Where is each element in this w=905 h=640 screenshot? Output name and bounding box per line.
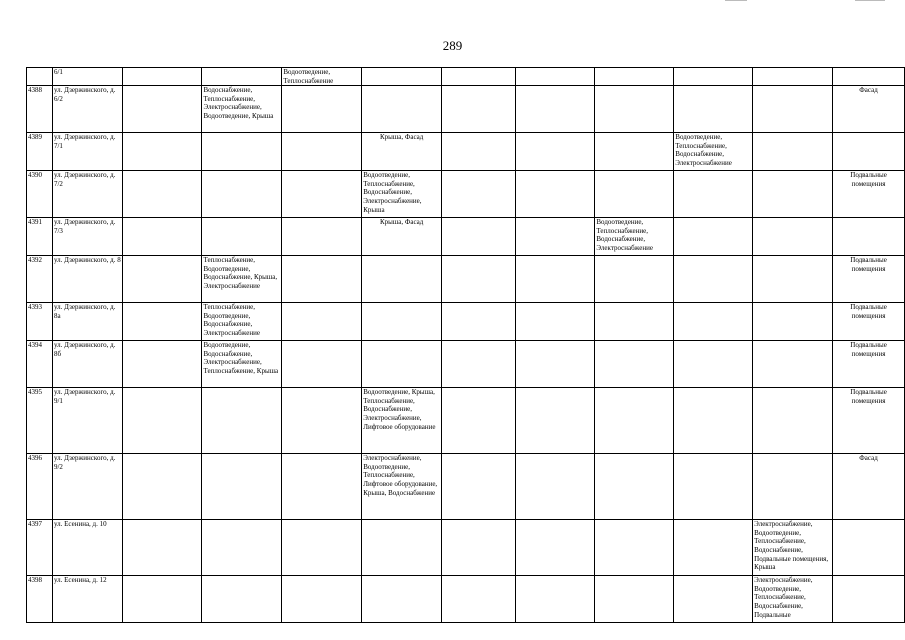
work-cell bbox=[202, 218, 282, 256]
work-cell bbox=[753, 133, 833, 171]
work-cell bbox=[282, 520, 362, 576]
work-cell bbox=[595, 133, 674, 171]
work-cell bbox=[202, 171, 282, 218]
address-cell: 6/1 bbox=[52, 68, 122, 86]
work-cell bbox=[753, 68, 833, 86]
work-cell: Водоотведение, Водоснабжение, Электроснабжение, Теплоснабжение, Крыша bbox=[202, 341, 282, 388]
work-cell bbox=[122, 520, 202, 576]
work-cell bbox=[674, 218, 753, 256]
work-cell bbox=[515, 454, 595, 520]
work-cell: Фасад bbox=[833, 86, 905, 133]
work-cell bbox=[515, 171, 595, 218]
work-cell bbox=[282, 303, 362, 341]
table-row bbox=[27, 303, 905, 341]
row-number-cell: 4397 bbox=[27, 520, 53, 576]
work-cell bbox=[674, 86, 753, 133]
work-cell: Крыша, Фасад bbox=[362, 218, 442, 256]
work-cell bbox=[442, 256, 516, 303]
work-cell bbox=[515, 86, 595, 133]
work-cell: Электроснабжение, Водоотведение, Теплоснабжение, Водоснабжение, Подвальные bbox=[753, 576, 833, 623]
address-cell: ул. Есенина, д. 12 bbox=[52, 576, 122, 623]
work-cell bbox=[442, 86, 516, 133]
work-cell bbox=[442, 218, 516, 256]
table-row bbox=[27, 576, 905, 623]
work-cell bbox=[833, 218, 905, 256]
work-cell bbox=[515, 133, 595, 171]
row-number-cell: 4391 bbox=[27, 218, 53, 256]
work-cell bbox=[362, 86, 442, 133]
work-cell bbox=[515, 341, 595, 388]
work-cell bbox=[674, 171, 753, 218]
work-cell bbox=[515, 388, 595, 454]
row-number-cell: 4395 bbox=[27, 388, 53, 454]
work-cell bbox=[282, 454, 362, 520]
table-row bbox=[27, 171, 905, 218]
work-cell bbox=[122, 576, 202, 623]
address-cell: ул. Дзержинского, д. 8 bbox=[52, 256, 122, 303]
work-cell bbox=[122, 218, 202, 256]
work-cell bbox=[442, 303, 516, 341]
work-cell bbox=[362, 520, 442, 576]
work-cell bbox=[362, 341, 442, 388]
work-cell bbox=[515, 256, 595, 303]
work-cell bbox=[833, 133, 905, 171]
work-cell: Крыша, Фасад bbox=[362, 133, 442, 171]
work-cell bbox=[122, 133, 202, 171]
work-cell bbox=[753, 256, 833, 303]
work-cell bbox=[595, 303, 674, 341]
work-cell bbox=[282, 341, 362, 388]
address-cell: ул. Дзержинского, д. 7/2 bbox=[52, 171, 122, 218]
work-cell: Подвальные помещения bbox=[833, 341, 905, 388]
work-cell: Подвальные помещения bbox=[833, 256, 905, 303]
work-cell bbox=[674, 341, 753, 388]
scan-artifact bbox=[705, 0, 905, 6]
work-cell bbox=[202, 68, 282, 86]
work-cell bbox=[202, 520, 282, 576]
work-cell bbox=[595, 454, 674, 520]
row-number-cell: 4392 bbox=[27, 256, 53, 303]
work-cell bbox=[833, 68, 905, 86]
work-cell bbox=[282, 388, 362, 454]
work-cell: Водоотведение, Крыша, Теплоснабжение, Водоснабжение, Электроснабжение, Лифтовое оборудование bbox=[362, 388, 442, 454]
work-cell: Теплоснабжение, Водоотведение, Водоснабжение, Электроснабжение bbox=[202, 303, 282, 341]
address-cell: ул. Дзержинского, д. 6/2 bbox=[52, 86, 122, 133]
work-cell: Электроснабжение, Водоотведение, Теплоснабжение, Водоснабжение, Подвальные помещения, Крыша bbox=[753, 520, 833, 576]
work-cell bbox=[282, 218, 362, 256]
work-cell bbox=[753, 454, 833, 520]
work-cell bbox=[282, 171, 362, 218]
work-cell bbox=[442, 454, 516, 520]
work-cell bbox=[595, 520, 674, 576]
work-cell: Подвальные помещения bbox=[833, 388, 905, 454]
address-cell: ул. Дзержинского, д. 7/3 bbox=[52, 218, 122, 256]
work-cell bbox=[674, 303, 753, 341]
work-cell: Водоотведение, Теплоснабжение, Водоснабжение, Электроснабжение bbox=[674, 133, 753, 171]
work-cell bbox=[282, 86, 362, 133]
address-cell: ул. Дзержинского, д. 8а bbox=[52, 303, 122, 341]
work-cell: Фасад bbox=[833, 454, 905, 520]
work-cell bbox=[442, 68, 516, 86]
table-row bbox=[27, 68, 905, 86]
table-row bbox=[27, 454, 905, 520]
row-number-cell bbox=[27, 68, 53, 86]
work-cell bbox=[122, 171, 202, 218]
row-number-cell: 4398 bbox=[27, 576, 53, 623]
work-cell bbox=[515, 218, 595, 256]
work-cell bbox=[362, 576, 442, 623]
row-number-cell: 4393 bbox=[27, 303, 53, 341]
work-cell: Водоотведение, Теплоснабжение, Водоснабжение, Электроснабжение, Крыша bbox=[362, 171, 442, 218]
table-row bbox=[27, 218, 905, 256]
work-cell bbox=[595, 171, 674, 218]
work-cell bbox=[122, 341, 202, 388]
work-cell bbox=[442, 388, 516, 454]
work-cell bbox=[202, 576, 282, 623]
address-cell: ул. Есенина, д. 10 bbox=[52, 520, 122, 576]
work-cell bbox=[753, 341, 833, 388]
work-cell bbox=[515, 303, 595, 341]
work-cell bbox=[282, 133, 362, 171]
work-cell: Водоотведение, Теплоснабжение bbox=[282, 68, 362, 86]
work-cell bbox=[753, 171, 833, 218]
work-cell bbox=[442, 576, 516, 623]
work-cell bbox=[442, 520, 516, 576]
work-cell bbox=[753, 388, 833, 454]
work-cell bbox=[362, 303, 442, 341]
work-cell bbox=[753, 86, 833, 133]
work-cell bbox=[202, 133, 282, 171]
table-row bbox=[27, 341, 905, 388]
address-cell: ул. Дзержинского, д. 7/1 bbox=[52, 133, 122, 171]
work-cell bbox=[595, 341, 674, 388]
page-number: 289 bbox=[442, 38, 463, 53]
work-cell bbox=[833, 520, 905, 576]
table-row bbox=[27, 520, 905, 576]
row-number-cell: 4388 bbox=[27, 86, 53, 133]
work-cell bbox=[122, 256, 202, 303]
work-cell bbox=[122, 388, 202, 454]
work-cell bbox=[833, 576, 905, 623]
work-cell bbox=[282, 256, 362, 303]
work-cell bbox=[282, 576, 362, 623]
work-cell bbox=[515, 520, 595, 576]
work-cell bbox=[442, 133, 516, 171]
table-row bbox=[27, 388, 905, 454]
work-cell bbox=[753, 303, 833, 341]
work-cell: Подвальные помещения bbox=[833, 303, 905, 341]
row-number-cell: 4396 bbox=[27, 454, 53, 520]
work-cell bbox=[362, 256, 442, 303]
work-cell bbox=[674, 256, 753, 303]
work-cell bbox=[362, 68, 442, 86]
work-cell bbox=[122, 86, 202, 133]
address-cell: ул. Дзержинского, д. 8б bbox=[52, 341, 122, 388]
work-cell bbox=[674, 520, 753, 576]
work-cell bbox=[674, 576, 753, 623]
table-row bbox=[27, 86, 905, 133]
work-cell bbox=[202, 388, 282, 454]
address-cell: ул. Дзержинского, д. 9/2 bbox=[52, 454, 122, 520]
work-cell: Водоснабжение, Теплоснабжение, Электроснабжение, Водоотведение, Крыша bbox=[202, 86, 282, 133]
work-cell bbox=[515, 576, 595, 623]
work-cell bbox=[595, 576, 674, 623]
work-cell bbox=[442, 341, 516, 388]
work-cell: Водоотведение, Теплоснабжение, Водоснабжение, Электроснабжение bbox=[595, 218, 674, 256]
work-cell bbox=[202, 454, 282, 520]
work-cell bbox=[595, 86, 674, 133]
repair-schedule-table bbox=[26, 67, 905, 623]
work-cell bbox=[753, 218, 833, 256]
table-row bbox=[27, 256, 905, 303]
row-number-cell: 4390 bbox=[27, 171, 53, 218]
work-cell bbox=[595, 388, 674, 454]
work-cell bbox=[122, 303, 202, 341]
work-cell: Подвальные помещения bbox=[833, 171, 905, 218]
work-cell: Электроснабжение, Водоотведение, Теплоснабжение, Лифтовое оборудование, Крыша, Водоснабжение bbox=[362, 454, 442, 520]
address-cell: ул. Дзержинского, д. 9/1 bbox=[52, 388, 122, 454]
work-cell bbox=[122, 68, 202, 86]
work-cell: Теплоснабжение, Водоотведение, Водоснабжение, Крыша, Электроснабжение bbox=[202, 256, 282, 303]
work-cell bbox=[674, 68, 753, 86]
work-cell bbox=[595, 256, 674, 303]
work-cell bbox=[442, 171, 516, 218]
work-cell bbox=[595, 68, 674, 86]
work-cell bbox=[515, 68, 595, 86]
row-number-cell: 4394 bbox=[27, 341, 53, 388]
row-number-cell: 4389 bbox=[27, 133, 53, 171]
work-cell bbox=[674, 388, 753, 454]
work-cell bbox=[122, 454, 202, 520]
work-cell bbox=[674, 454, 753, 520]
table-row bbox=[27, 133, 905, 171]
